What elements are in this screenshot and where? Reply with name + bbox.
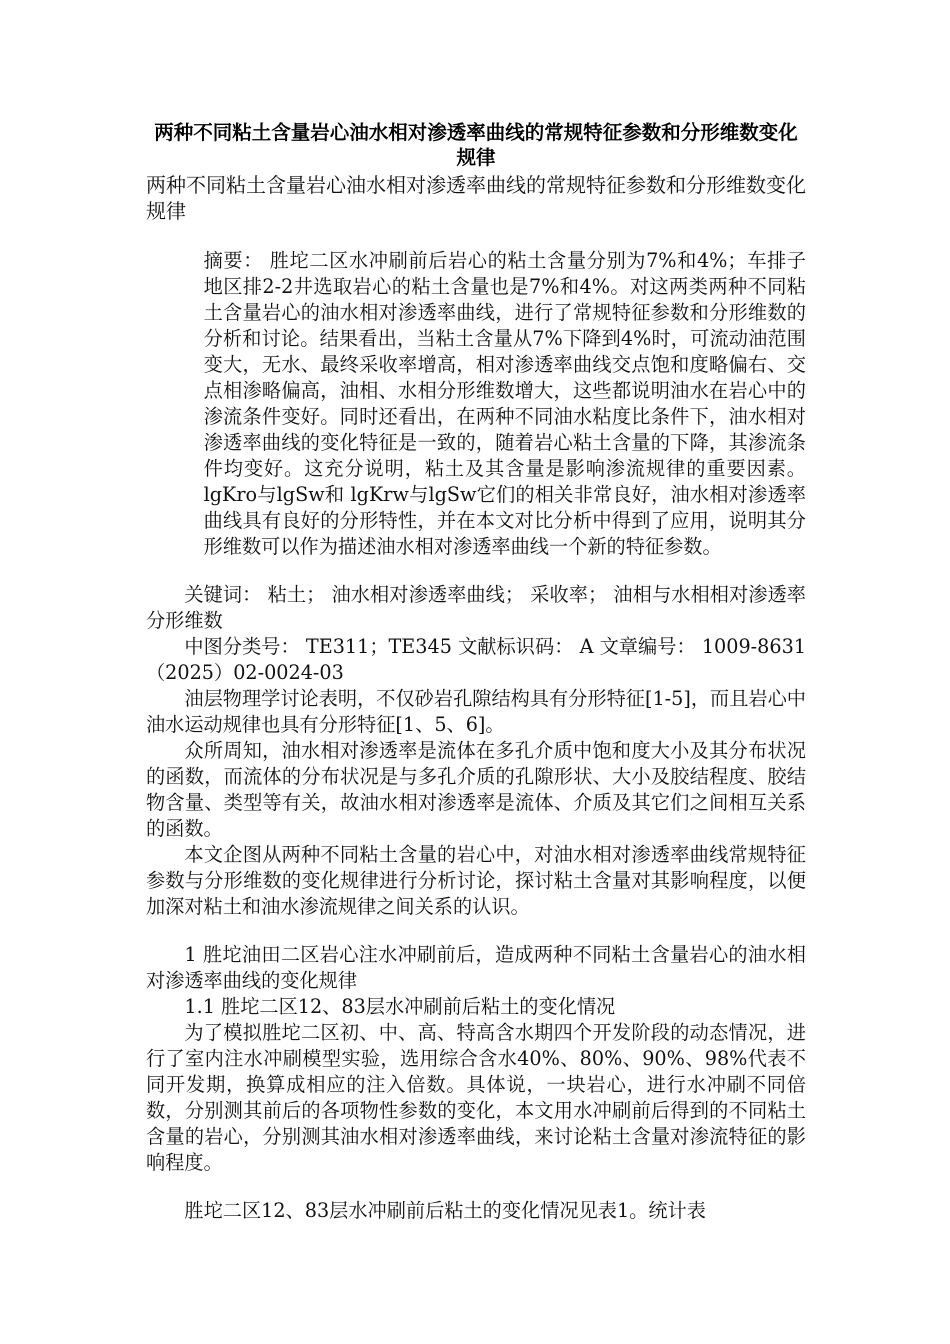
document-title: 两种不同粘土含量岩心油水相对渗透率曲线的常规特征参数和分形维数变化规律	[154, 121, 798, 169]
body-paragraph: 为了模拟胜坨二区初、中、高、特高含水期四个开发阶段的动态情况，进行了室内注水冲刷模型实验，选用综合含水40%、80%、90%、98%代表不同开发期，换算成相应的注入倍数。具体说，一块岩心，进行水冲刷不同倍数，分别测其前后的各项物性参数的变化，本文用水冲刷前后得到的不同粘土含量的岩心，分别测其油水相对渗透率曲线，来讨论粘土含量对渗流特征的影响程度。	[146, 1021, 806, 1174]
document-body	[146, 248, 806, 1224]
body-paragraph: 胜坨二区12、83层水冲刷前后粘土的变化情况见表1。统计表	[184, 1199, 706, 1222]
body-paragraph: 众所周知，油水相对渗透率是流体在多孔介质中饱和度大小及其分布状况的函数，而流体的分布状况是与多孔介质的孔隙形状、大小及胶结程度、胶结物含量、类型等有关，故油水相对渗透率是流体、介质及其它们之间相互关系的函数。	[146, 739, 806, 840]
document-subtitle: 两种不同粘土含量岩心油水相对渗透率曲线的常规特征参数和分形维数变化规律	[146, 173, 806, 223]
body-paragraph: 油层物理学讨论表明，不仅砂岩孔隙结构具有分形特征[1-5]，而且岩心中油水运动规律也具有分形特征[1、5、6]。	[146, 687, 806, 736]
keywords-paragraph: 关键词： 粘土； 油水相对渗透率曲线； 采收率； 油相与水相相对渗透率分形维数	[146, 583, 806, 632]
classification-paragraph: 中图分类号： TE311；TE345 文献标识码： A 文章编号： 1009-8631（2025）02-0024-03	[146, 635, 806, 684]
body-paragraph: 本文企图从两种不同粘土含量的岩心中，对油水相对渗透率曲线常规特征参数与分形维数的变化规律进行分析讨论，探讨粘土含量对其影响程度，以便加深对粘土和油水渗流规律之间关系的认识。	[146, 843, 806, 918]
section-heading-1-1: 1.1 胜坨二区12、83层水冲刷前后粘土的变化情况	[184, 995, 616, 1018]
abstract-paragraph: 摘要： 胜坨二区水冲刷前后岩心的粘土含量分别为7%和4%；车排子地区排2-2井选取岩心的粘土含量也是7%和4%。对这两类两种不同粘土含量岩心的油水相对渗透率曲线，进行了常规特征参数和分形维数的分析和讨论。结果看出，当粘土含量从7%下降到4%时，可流动油范围变大，无水、最终采收率增高，相对渗透率曲线交点饱和度略偏右、交点相渗略偏高，油相、水相分形维数增大，这些都说明油水在岩心中的渗流条件变好。同时还看出，在两种不同油水粘度比条件下，油水相对渗透率曲线的变化特征是一致的，随着岩心粘土含量的下降，其渗流条件均变好。这充分说明，粘土及其含量是影响渗流规律的重要因素。lgKro与lgSw和 lgKrw与lgSw它们的相关非常良好，油水相对渗透率曲线具有良好的分形特性，并在本文对比分析中得到了应用，说明其分形维数可以作为描述油水相对渗透率曲线一个新的特征参数。	[203, 249, 806, 558]
section-heading-1: 1 胜坨油田二区岩心注水冲刷前后，造成两种不同粘土含量岩心的油水相对渗透率曲线的变化规律	[146, 943, 806, 992]
